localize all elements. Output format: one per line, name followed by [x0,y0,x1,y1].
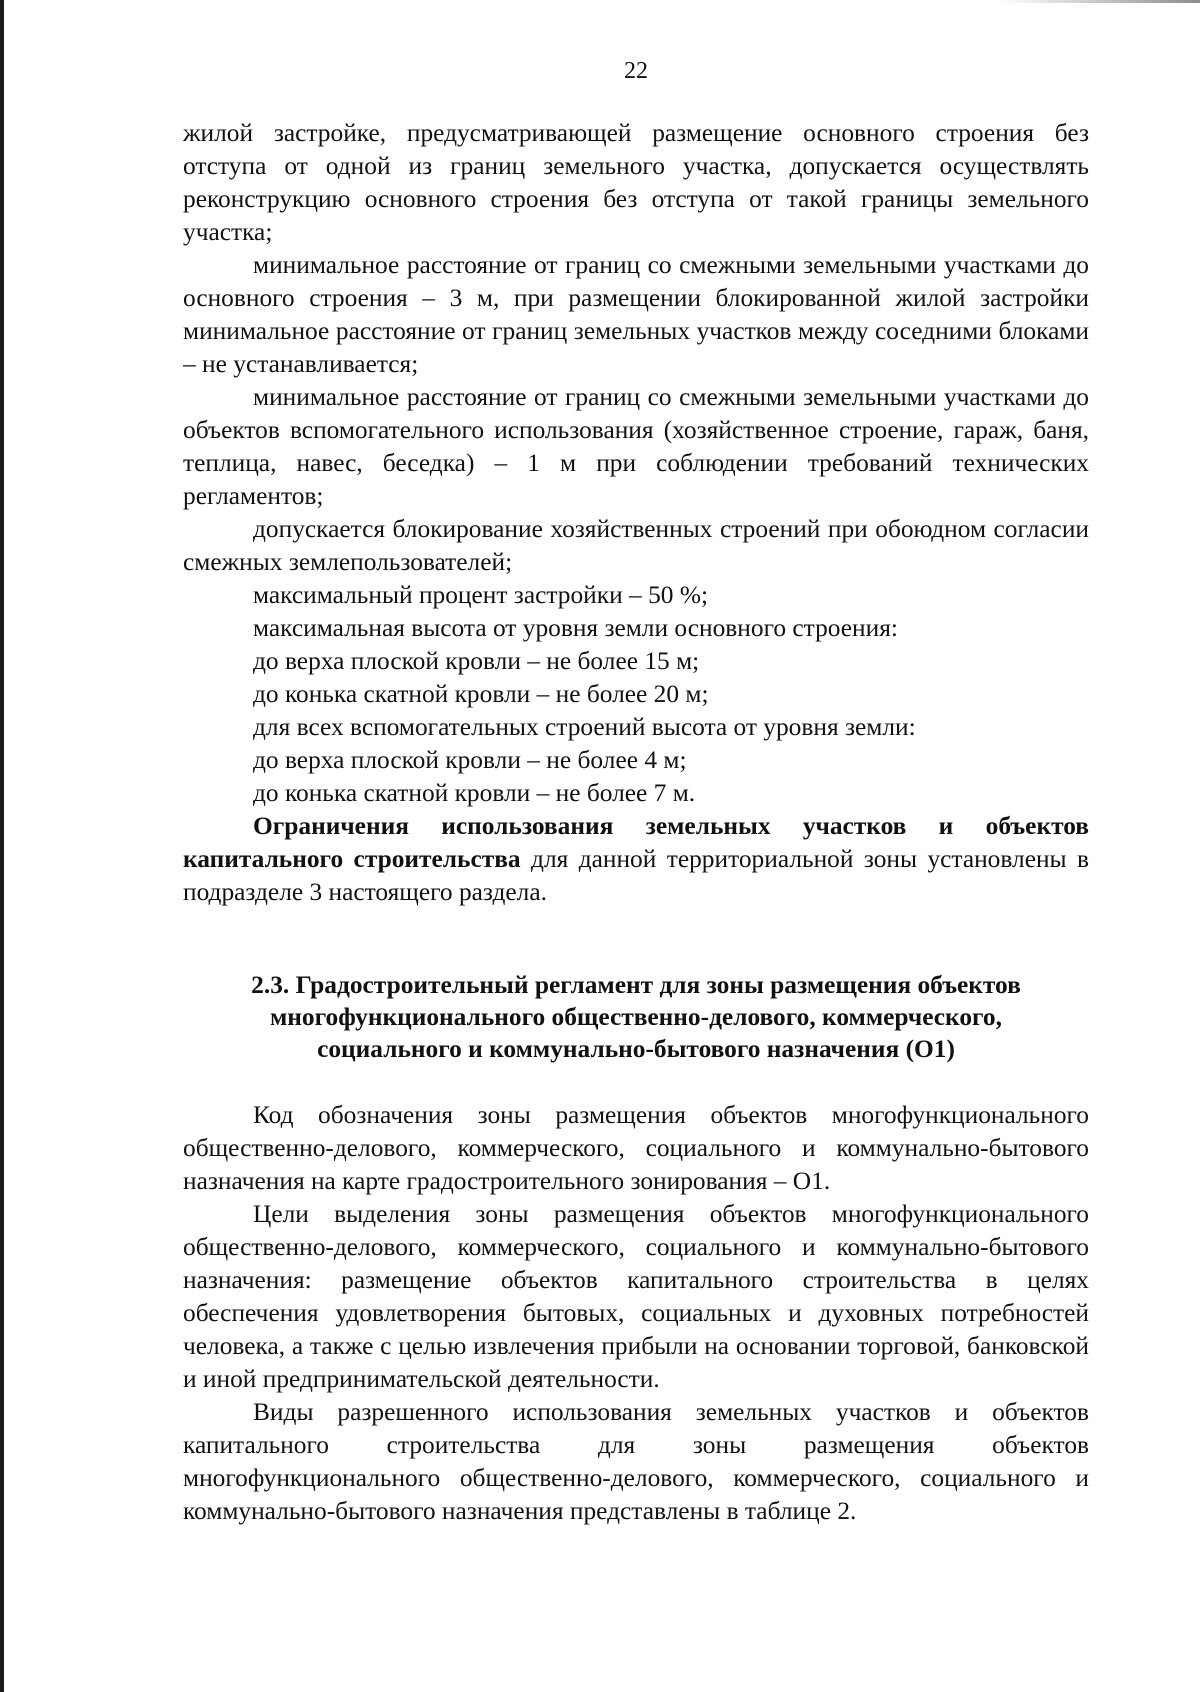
paragraph-zone-code: Код обозначения зоны размещения объектов многофункционального общественно-делового, коммерческого, социального и коммунально-бытового назначения на карте градостроительного зонирования – О1. [183,1101,1089,1195]
scan-left-edge [0,0,4,1692]
restrictions-regular-text: для данной территориальной зоны установлены в подразделе 3 настоящего раздела. [183,845,1090,906]
line-flat-roof-aux: до верха плоской кровли – не более 4 м; [253,746,687,774]
body-text-bottom [183,1099,1089,1528]
page-number: 22 [624,58,648,84]
line-aux-height: для всех вспомогательных строений высота от уровня земли: [253,713,916,741]
section-heading-line-2: многофункционального общественно-делового, коммерческого, [270,1003,1002,1031]
line-max-percent: максимальный процент застройки – 50 %; [253,581,709,609]
restrictions-bold-text: Ограничения использования земельных участков и объектов капитального строительства [183,812,1089,873]
paragraph-blocking: допускается блокирование хозяйственных строений при обоюдном согласии смежных землепользователей; [183,515,1089,576]
paragraph-permitted-uses: Виды разрешенного использования земельных участков и объектов капитального строительства для зоны размещения объектов многофункционального общественно-делового, коммерческого, социального и коммунально-бытового назначения представлены в таблице 2. [183,1398,1089,1525]
paragraph-min-distance-aux: минимальное расстояние от границ со смежными земельными участками до объектов вспомогательного использования (хозяйственное строение, гараж, баня, теплица, навес, беседка) – 1 м при соблюдении требований технических регламентов; [183,383,1089,510]
section-heading [183,969,1089,1065]
body-text-top [183,117,1089,909]
line-max-height: максимальная высота от уровня земли основного строения: [253,614,898,642]
paragraph-min-distance-main: минимальное расстояние от границ со смежными земельными участками до основного строения – 3 м, при размещении блокированной жилой застройки минимальное расстояние от границ земельных участков между соседними блоками – не устанавливается; [183,251,1089,378]
section-heading-line-1: 2.3. Градостроительный регламент для зоны размещения объектов [251,971,1021,999]
section-heading-line-3: социального и коммунально-бытового назначения (О1) [317,1035,955,1063]
paragraph-restrictions [183,810,1089,909]
paragraph-zone-goals: Цели выделения зоны размещения объектов многофункционального общественно-делового, коммерческого, социального и коммунально-бытового назначения: размещение объектов капитального строительства в целях обеспечения удовлетворения бытовых, социальных и духовных потребностей человека, а также с целью извлечения прибыли на основании торговой, банковской и иной предпринимательской деятельности. [183,1200,1089,1393]
paragraph-continuation: жилой застройке, предусматривающей размещение основного строения без отступа от одной из границ земельного участка, допускается осуществлять реконструкцию основного строения без отступа от такой границы земельного участка; [183,119,1089,246]
line-pitched-roof-main: до конька скатной кровли – не более 20 м; [253,680,709,708]
line-flat-roof-main: до верха плоской кровли – не более 15 м; [253,647,700,675]
scan-top-edge [1000,0,1200,3]
line-pitched-roof-aux: до конька скатной кровли – не более 7 м. [253,779,696,807]
